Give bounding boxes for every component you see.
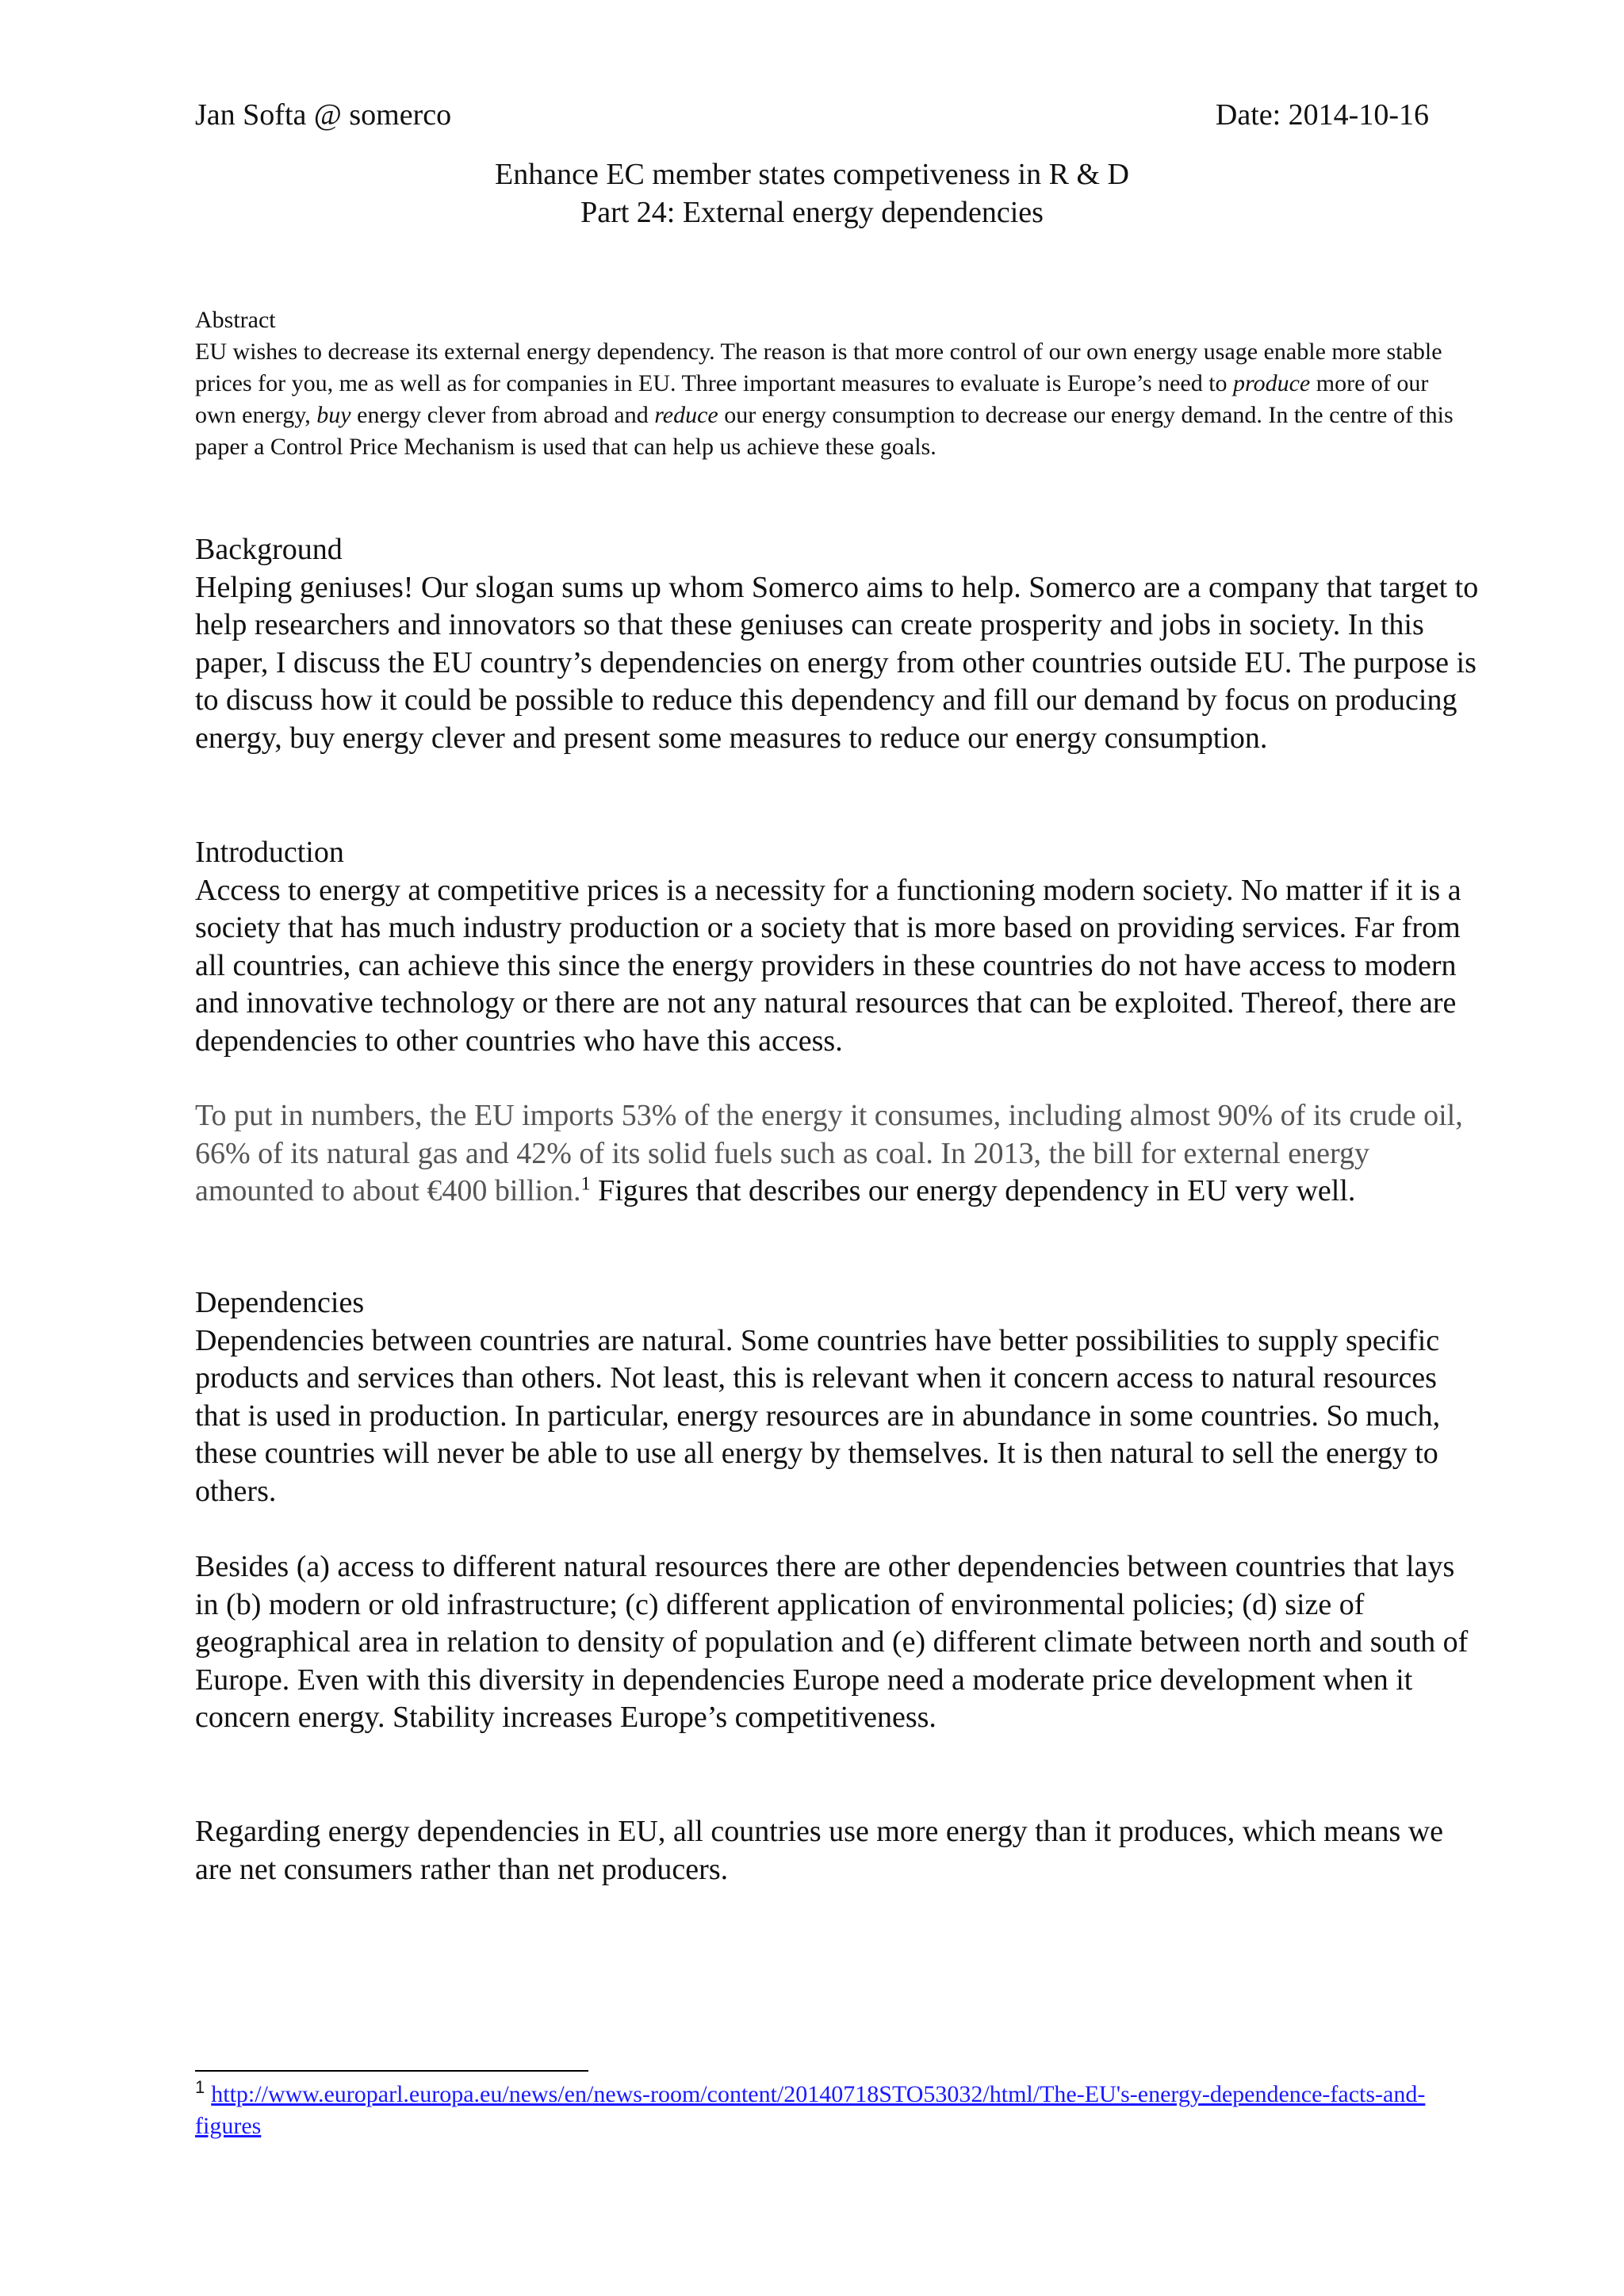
numbers-paragraph [195,1097,1480,1211]
footnote-reference[interactable]: 1 [580,1173,591,1195]
footnote-link[interactable]: http://www.europarl.europa.eu/news/en/news-room/content/20140718STO53032/html/The-EU's-energy-dependence-facts-and-figures [195,2081,1426,2139]
besides-paragraph [195,1548,1480,1737]
regarding-text: Regarding energy dependencies in EU, all countries use more energy than it produces, which means we are net consumers rather than net producers. [195,1815,1444,1886]
regarding-paragraph [195,1813,1480,1888]
abstract-emphasis-produce: produce [1233,370,1311,396]
footnote-separator [195,2070,588,2072]
abstract-heading: Abstract [195,307,276,333]
numbers-conclusion: Figures that describes our energy dependency in EU very well. [590,1174,1356,1207]
besides-text: Besides (a) access to different natural resources there are other dependencies between countries that lays in (b) modern or old infrastructure; (c) different application of environmental policies; (d) size of geographical area in relation to density of population and (e) different climate between north and south of Europe. Even with this diversity in dependencies Europe need a moderate price development when it concern energy. Stability increases Europe’s competitiveness. [195,1550,1469,1734]
dependencies-section [195,1284,1480,1510]
title-line-2: Part 24: External energy dependencies [580,196,1044,229]
footnote-number: 1 [195,2077,205,2097]
abstract-text-part: energy clever from abroad and [350,402,655,428]
abstract-text-part: our energy consumption to decrease our energy demand. In the centre of this paper a Control Price Mechanism is used that can help us achieve these goals. [195,402,1454,460]
document-title [195,155,1429,232]
title-line-1: Enhance EC member states competiveness in R & D [495,158,1129,191]
quoted-statistics: To put in numbers, the EU imports 53% of the energy it consumes, including almost 90% of its crude oil, 66% of its natural gas and 42% of its solid fuels such as coal. In 2013, the bill for external energy amounted to about €400 billion. [195,1099,1463,1207]
footnote [195,2079,1480,2142]
introduction-text: Access to energy at competitive prices is a necessity for a functioning modern society. No matter if it is a society that has much industry production or a society that is more based on providing services. Far from all countries, can achieve this since the energy providers in these countries do not have access to modern and innovative technology or there are not any natural resources that can be exploited. Thereof, there are dependencies to other countries who have this access. [195,873,1461,1058]
abstract-text [195,336,1464,463]
author-name: Jan Softa @ somerco [195,98,452,132]
introduction-heading: Introduction [195,836,344,869]
numbers-text [195,1097,1480,1211]
abstract-emphasis-buy: buy [316,402,351,428]
document-date: Date: 2014-10-16 [1215,98,1429,132]
abstract-text-part: more of our own energy, [195,370,1429,428]
dependencies-text: Dependencies between countries are natural. Some countries have better possibilities to supply specific products and services than others. Not least, this is relevant when it concern access to natural resources that is used in production. In particular, energy resources are in abundance in some countries. So much, these countries will never be able to use all energy by themselves. It is then natural to sell the energy to others. [195,1323,1441,1508]
introduction-section [195,834,1480,1060]
abstract-emphasis-reduce: reduce [654,402,718,428]
background-text: Helping geniuses! Our slogan sums up whom Somerco aims to help. Somerco are a company that target to help researchers and innovators so that these geniuses can create prosperity and jobs in society. In this paper, I discuss the EU country’s dependencies on energy from other countries outside EU. The purpose is to discuss how it could be possible to reduce this dependency and fill our demand by focus on producing energy, buy energy clever and present some measures to reduce our energy consumption. [195,570,1479,755]
background-section [195,531,1480,757]
dependencies-heading: Dependencies [195,1286,365,1319]
abstract-text-part: EU wishes to decrease its external energy dependency. The reason is that more control of our own energy usage enable more stable prices for you, me as well as for companies in EU. Three important measures to evaluate is Europe’s need to [195,339,1442,396]
background-heading: Background [195,533,343,566]
abstract-section [195,304,1464,463]
